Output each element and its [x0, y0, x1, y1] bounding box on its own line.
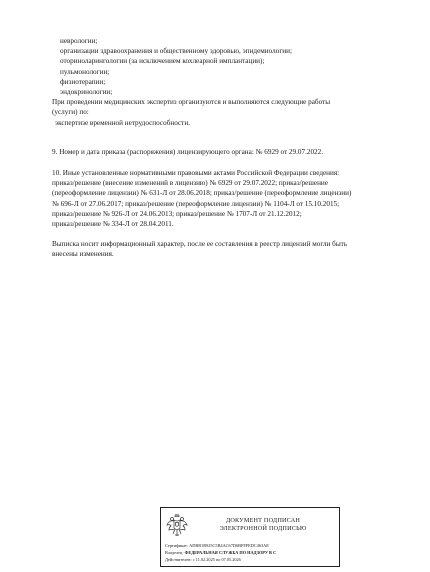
section-10	[52, 168, 404, 229]
activity-list	[52, 36, 404, 128]
owner-row	[165, 549, 337, 556]
signature-title-line: ДОКУМЕНТ ПОДПИСАН	[225, 517, 301, 524]
activity-item: физиотерапии;	[60, 77, 106, 86]
certificate-label: Сертификат:	[165, 543, 189, 548]
validity-value: с 11.02.2025 по 07.05.2026	[192, 557, 241, 563]
certificate-value: ADBB1B925C5B4AC67D6BFFFEDC463AE	[189, 543, 269, 548]
electronic-signature-stamp	[160, 507, 340, 567]
activity-item: пульмонологии;	[60, 67, 110, 76]
section-10-line: № 696-Л от 27.06.2017; приказ/решение (переоформление лицензии) № 1104-Л от 15.10.2015;	[52, 199, 340, 208]
certificate-row	[165, 542, 337, 549]
validity-row	[165, 556, 337, 563]
section-10-line: (переоформление лицензии) № 631-Л от 28.06.2018; приказ/решение (переоформление лицензии)	[52, 189, 352, 198]
signature-title	[191, 517, 335, 532]
section-9	[52, 147, 404, 157]
disclaimer-line: внесены изменения.	[52, 250, 114, 259]
signature-title-line: ЭЛЕКТРОННОЙ ПОДПИСЬЮ	[219, 524, 307, 532]
activity-item: неврологии;	[60, 37, 98, 45]
disclaimer-line: Выписка носит информационный характер, после ее составления в реестр лицензий могли быть	[52, 240, 348, 248]
expertise-intro: При проведении медицинских экспертиз организуются и выполняются следующие работы	[52, 98, 331, 107]
validity-label: Действителен:	[165, 557, 192, 563]
double-headed-eagle-emblem-icon	[166, 514, 188, 538]
section-10-line: приказ/решение № 334-Л от 28.04.2011.	[52, 220, 174, 229]
activity-item: эндокринологии;	[60, 88, 113, 97]
expertise-intro-continued: (услуги) по:	[52, 108, 89, 117]
signature-details	[165, 542, 337, 564]
owner-value: ФЕДЕРАЛЬНАЯ СЛУЖБА ПО НАДЗОРУ В С	[184, 550, 277, 556]
activity-item: оториноларингологии (за исключением кохлеарной имплантации);	[60, 57, 265, 66]
section-10-line: приказ/решение (внесение изменений в лицензию) № 6929 от 29.07.2022; приказ/решение	[52, 179, 328, 188]
expertise-item: экспертизе временной нетрудоспособности.	[55, 118, 190, 127]
owner-label: Владелец:	[165, 550, 184, 556]
section-10-line: 10. Иные установленные нормативными правовыми актами Российской Федерации сведения:	[52, 169, 340, 177]
activity-item: организации здравоохранения и общественному здоровью, эпидемиологии;	[60, 47, 292, 56]
order-number-paragraph: 9. Номер и дата приказа (распоряжения) лицензирующего органа: № 6929 от 29.07.2022.	[52, 148, 324, 156]
disclaimer	[52, 239, 404, 259]
section-10-line: приказ/решение № 926-Л от 24.06.2013; приказ/решение № 1707-Л от 21.12.2012;	[52, 209, 302, 218]
